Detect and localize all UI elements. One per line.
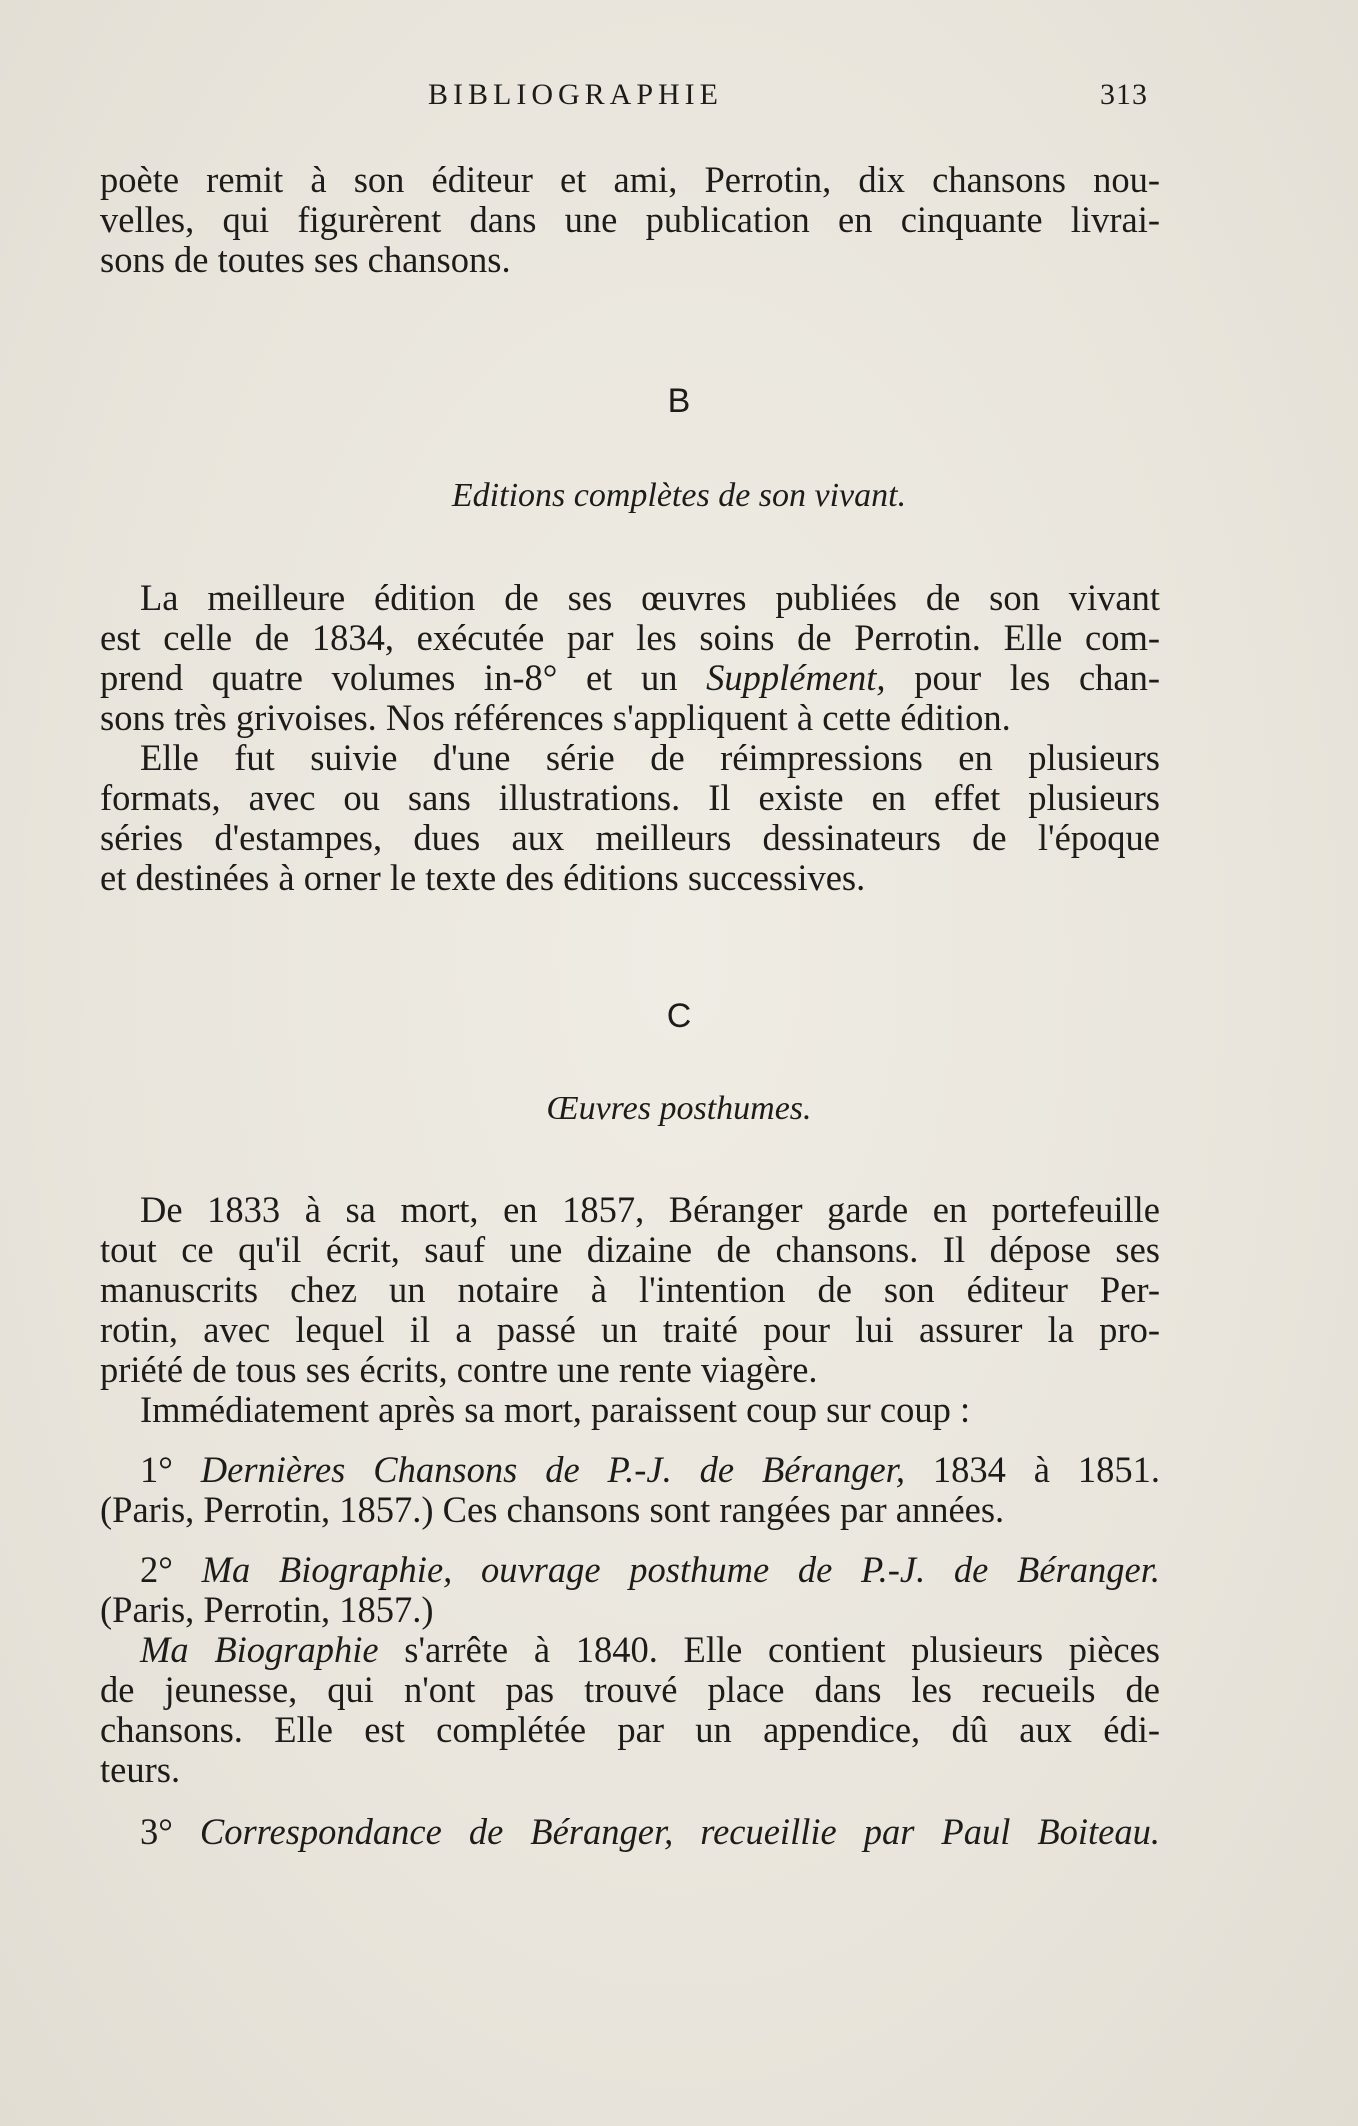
work-title: Ma Biographie <box>140 1629 379 1670</box>
text-line: de jeunesse, qui n'ont pas trouvé place dans les recueils de <box>100 1669 1160 1710</box>
section-title-c: Œuvres posthumes. <box>546 1090 812 1127</box>
bibliography-item-1 <box>100 1450 1160 1530</box>
item-number: 3° <box>140 1811 173 1852</box>
page-number: 313 <box>1100 78 1148 111</box>
item-title: Ma Biographie, ouvrage posthume de P.-J. de Béranger. <box>201 1549 1160 1590</box>
text-line: La meilleure édition de ses œuvres publiées de son vivant <box>140 577 1160 618</box>
text-line: (Paris, Perrotin, 1857.) <box>100 1589 434 1630</box>
bibliography-item-3 <box>100 1812 1160 1852</box>
item-title: Dernières Chansons de P.-J. de Béranger, <box>200 1449 905 1490</box>
section-c-paragraph-2 <box>100 1390 1160 1430</box>
section-letter-b: B <box>667 382 691 420</box>
text-line: sons très grivoises. Nos références s'appliquent à cette édition. <box>100 697 1011 738</box>
text-line: velles, qui figurèrent dans une publication en cinquante livrai- <box>100 199 1160 240</box>
text-line: prend quatre volumes in-8° et un Supplément, pour les chan- <box>100 657 1161 698</box>
intro-paragraph <box>100 160 1160 280</box>
text-line: chansons. Elle est complétée par un appendice, dû aux édi- <box>100 1709 1160 1750</box>
text-line: rotin, avec lequel il a passé un traité pour lui assurer la pro- <box>100 1309 1160 1350</box>
text-line: manuscrits chez un notaire à l'intention de son éditeur Per- <box>100 1269 1160 1310</box>
text-line: Immédiatement après sa mort, paraissent coup sur coup : <box>140 1389 971 1430</box>
text-line: (Paris, Perrotin, 1857.) Ces chansons sont rangées par années. <box>100 1489 1005 1530</box>
text-line: poète remit à son éditeur et ami, Perrotin, dix chansons nou- <box>100 159 1160 200</box>
item-number: 2° <box>140 1549 173 1590</box>
text-line <box>100 1812 1160 1852</box>
text-line: sons de toutes ses chansons. <box>100 239 511 280</box>
page-header <box>100 78 1148 118</box>
text-line: tout ce qu'il écrit, sauf une dizaine de chansons. Il dépose ses <box>100 1229 1160 1270</box>
running-head: BIBLIOGRAPHIE <box>428 78 723 111</box>
text-line: De 1833 à sa mort, en 1857, Béranger garde en portefeuille <box>140 1189 1160 1230</box>
item-number: 1° <box>140 1449 173 1490</box>
text-line: 1° Dernières Chansons de P.-J. de Béranger, 1834 à 1851. <box>140 1449 1160 1490</box>
bibliography-item-2 <box>100 1550 1160 1790</box>
text-line <box>100 1550 1160 1590</box>
text-line: Ma Biographie s'arrête à 1840. Elle contient plusieurs pièces <box>140 1629 1160 1670</box>
text-line: teurs. <box>100 1749 181 1790</box>
item-title: Correspondance de Béranger, recueillie par Paul Boiteau. <box>199 1811 1161 1852</box>
text-line: séries d'estampes, dues aux meilleurs dessinateurs de l'époque <box>100 817 1160 858</box>
section-c-paragraph-1 <box>100 1190 1160 1390</box>
text-line: priété de tous ses écrits, contre une rente viagère. <box>100 1349 818 1390</box>
supplement-title: Supplément, <box>706 657 886 698</box>
text-line: et destinées à orner le texte des éditions successives. <box>100 857 866 898</box>
text-line: Elle fut suivie d'une série de réimpressions en plusieurs <box>140 737 1160 778</box>
text-line: formats, avec ou sans illustrations. Il existe en effet plusieurs <box>100 777 1160 818</box>
text-line: est celle de 1834, exécutée par les soins de Perrotin. Elle com- <box>100 617 1160 658</box>
section-letter-c: C <box>666 997 692 1035</box>
section-title-b: Editions complètes de son vivant. <box>451 477 907 514</box>
section-b-paragraph-1 <box>100 578 1160 738</box>
section-b-paragraph-2 <box>100 738 1160 898</box>
